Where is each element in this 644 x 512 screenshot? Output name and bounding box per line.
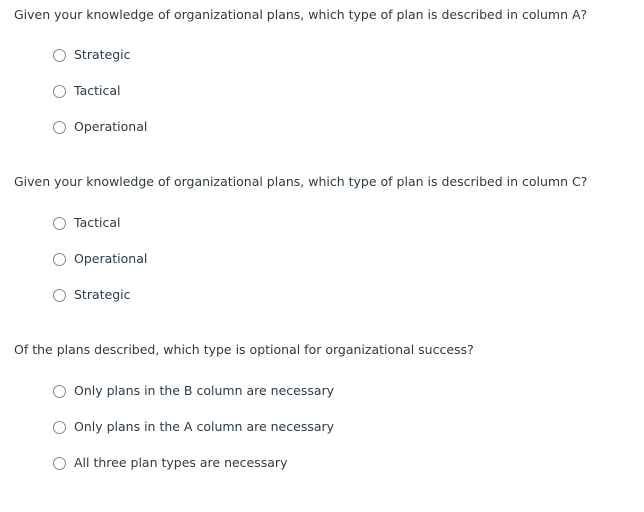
question-2-text: Given your knowledge of organizational plans, which type of plan is described in column C? <box>14 174 588 189</box>
radio-button[interactable] <box>53 457 66 470</box>
q2-option-strategic[interactable] <box>53 286 131 304</box>
q3-option-b-column[interactable] <box>53 382 334 400</box>
option-label: Tactical <box>74 215 121 230</box>
question-1-text: Given your knowledge of organizational plans, which type of plan is described in column A? <box>14 7 588 22</box>
option-label: Strategic <box>74 287 131 302</box>
radio-button[interactable] <box>53 217 66 230</box>
question-3-text: Of the plans described, which type is optional for organizational success? <box>14 342 474 357</box>
q3-option-a-column[interactable] <box>53 418 334 436</box>
radio-button[interactable] <box>53 253 66 266</box>
q2-option-operational[interactable] <box>53 250 147 268</box>
option-label: Operational <box>74 119 148 134</box>
q3-option-all-three[interactable] <box>53 454 287 472</box>
q1-option-strategic[interactable] <box>53 46 131 64</box>
radio-button[interactable] <box>53 85 66 98</box>
q1-option-operational[interactable] <box>53 118 147 136</box>
radio-button[interactable] <box>53 421 66 434</box>
q1-option-tactical[interactable] <box>53 82 120 100</box>
option-label: Only plans in the A column are necessary <box>74 419 335 434</box>
radio-button[interactable] <box>53 289 66 302</box>
radio-button[interactable] <box>53 49 66 62</box>
option-label: Only plans in the B column are necessary <box>74 383 335 398</box>
option-label: All three plan types are necessary <box>74 455 288 470</box>
radio-button[interactable] <box>53 385 66 398</box>
q2-option-tactical[interactable] <box>53 214 120 232</box>
option-label: Strategic <box>74 47 131 62</box>
option-label: Operational <box>74 251 148 266</box>
radio-button[interactable] <box>53 121 66 134</box>
option-label: Tactical <box>74 83 121 98</box>
